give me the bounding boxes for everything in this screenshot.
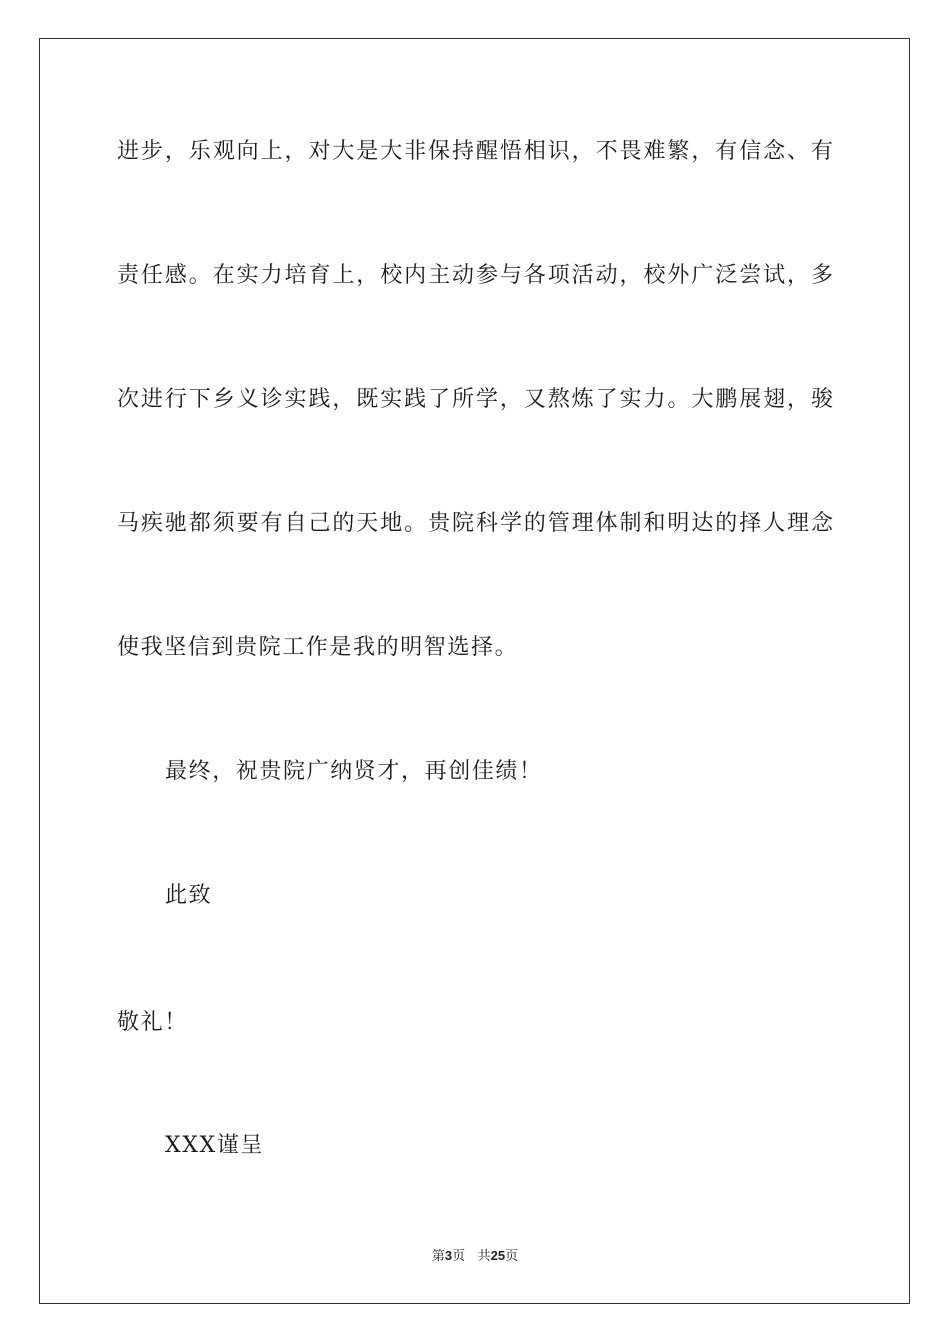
body-line-2: 责任感。在实力培育上，校内主动参与各项活动，校外广泛尝试，多 xyxy=(117,263,833,288)
page-border xyxy=(39,38,910,1304)
footer-prefix: 第 xyxy=(431,1249,445,1264)
footer-total-suffix: 页 xyxy=(505,1249,519,1264)
body-line-4: 马疾驰都须要有自己的天地。贵院科学的管理体制和明达的择人理念 xyxy=(117,511,833,536)
current-page-number: 3 xyxy=(444,1248,453,1263)
footer-page-suffix: 页 xyxy=(452,1249,466,1264)
body-line-5: 使我坚信到贵院工作是我的明智选择。 xyxy=(117,635,519,660)
footer-total-prefix: 共 xyxy=(477,1249,491,1264)
page-footer xyxy=(0,1248,950,1265)
respect-line: 敬礼！ xyxy=(117,1010,188,1035)
salutation: 此致 xyxy=(165,883,213,908)
signature: XXX谨呈 xyxy=(165,1133,264,1158)
body-line-1: 进步，乐观向上，对大是大非保持醒悟相识，不畏难繁，有信念、有 xyxy=(117,139,833,164)
total-page-count: 25 xyxy=(490,1248,506,1263)
body-line-3: 次进行下乡义诊实践，既实践了所学，又熬炼了实力。大鹏展翅，骏 xyxy=(117,387,833,412)
closing-wish: 最终，祝贵院广纳贤才，再创佳绩！ xyxy=(165,759,543,784)
